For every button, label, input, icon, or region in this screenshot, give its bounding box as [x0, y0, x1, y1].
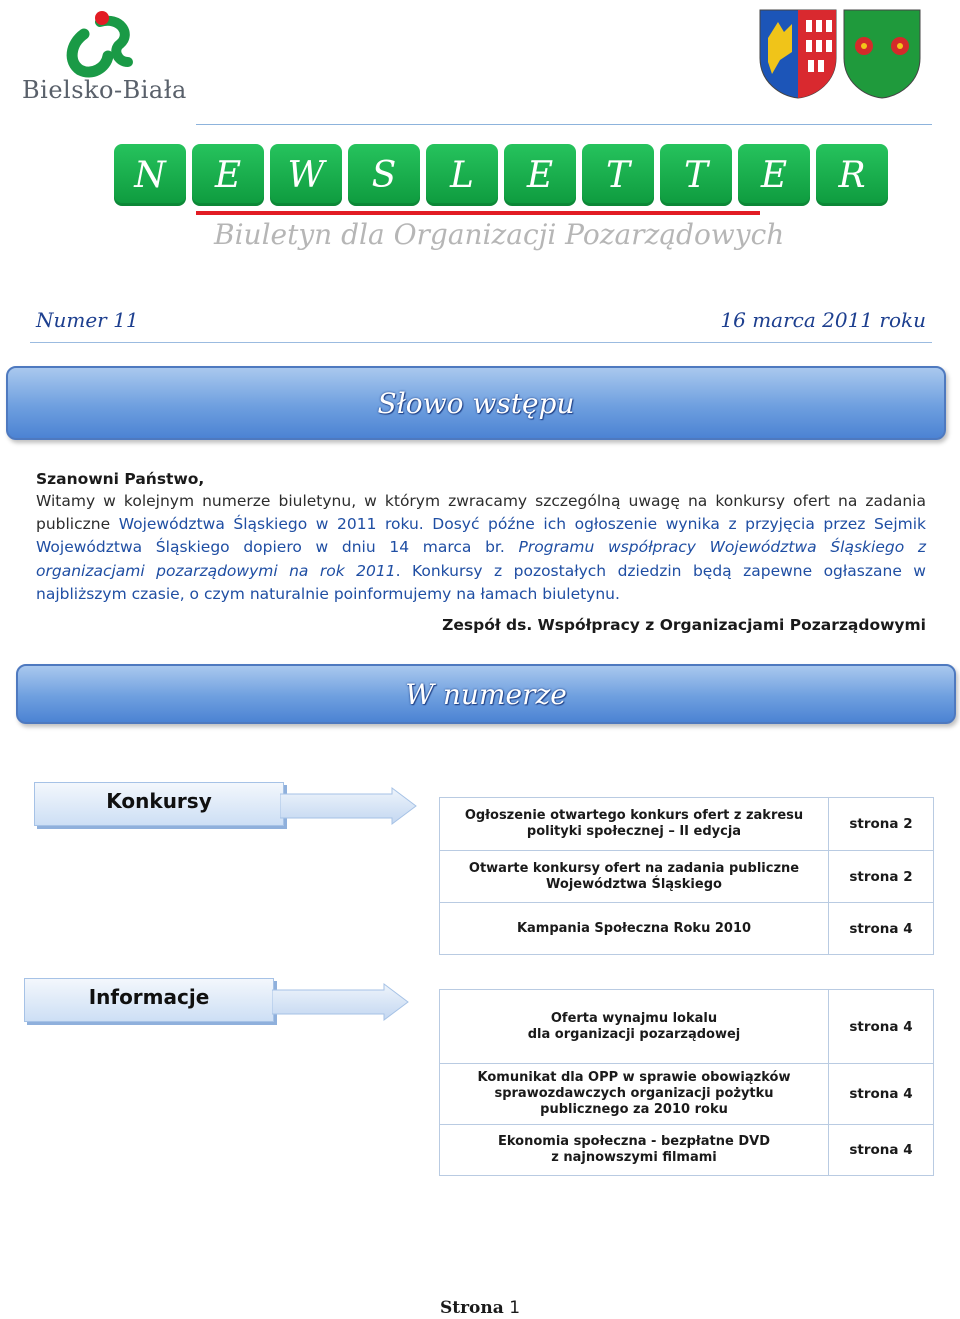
contents-table-konkursy — [439, 797, 934, 955]
contents-banner — [16, 664, 956, 724]
toc-entry-line: Kampania Społeczna Roku 2010 — [516, 920, 752, 936]
greeting: Szanowni Państwo, — [36, 470, 205, 488]
toc-page: strona 4 — [829, 1125, 934, 1176]
toc-page: strona 4 — [829, 1064, 934, 1125]
header-divider — [196, 124, 932, 125]
newsletter-letter: T — [582, 144, 654, 206]
newsletter-letter: E — [504, 144, 576, 206]
newsletter-letter: L — [426, 144, 498, 206]
toc-page: strona 2 — [829, 851, 934, 903]
page-footer — [0, 1298, 960, 1318]
toc-entry-line: polityki społecznej – II edycja — [526, 824, 742, 839]
toc-page: strona 4 — [829, 903, 934, 955]
section-label-informacje — [24, 978, 274, 1022]
section-label-konkursy — [34, 782, 284, 826]
footer-label: Strona — [439, 1298, 504, 1318]
toc-entry-line: dla organizacji pozarządowej — [527, 1026, 741, 1042]
intro-text — [36, 468, 926, 606]
newsletter-letter: R — [816, 144, 888, 206]
toc-page: strona 2 — [829, 798, 934, 851]
intro-paragraph — [36, 490, 926, 606]
arrow-right-icon — [280, 786, 420, 826]
toc-entry-line: Otwarte konkursy ofert na zadania publiczne — [468, 860, 800, 876]
signature: Zespół ds. Współpracy z Organizacjami Pozarządowymi — [442, 616, 926, 634]
newsletter-title — [114, 144, 890, 208]
toc-entry-line: Komunikat dla OPP w sprawie obowiązków — [477, 1070, 791, 1085]
accent-underline — [196, 211, 760, 215]
table-row — [440, 1064, 934, 1125]
toc-entry-line: sprawozdawczych organizacji pożytku — [494, 1086, 774, 1101]
intro-highlight: Województwa Śląskiego w 2011 roku. — [118, 515, 424, 534]
newsletter-letter: W — [270, 144, 342, 206]
table-row — [440, 798, 934, 851]
intro-banner-title: Słowo wstępu — [377, 386, 575, 420]
issue-date: 16 marca 2011 roku — [720, 308, 926, 332]
arrow-right-icon — [272, 982, 412, 1022]
newsletter-subtitle: Biuletyn dla Organizacji Pozarządowych — [214, 218, 785, 251]
newsletter-letter: N — [114, 144, 186, 206]
contents-banner-title: W numerze — [405, 677, 567, 711]
table-row — [440, 851, 934, 903]
toc-entry[interactable] — [440, 851, 829, 903]
city-name: Bielsko-Biała — [22, 76, 187, 104]
table-row — [440, 990, 934, 1064]
page-number: 1 — [509, 1298, 521, 1318]
section-label-text: Informacje — [88, 985, 210, 1009]
newsletter-letter: T — [660, 144, 732, 206]
toc-entry-line: Oferta wynajmu lokalu — [550, 1010, 718, 1026]
toc-entry[interactable] — [440, 990, 829, 1064]
intro-text-part: Witamy w kolejnym numerze biuletynu, w którym zwracamy szczególną uwagę na konkursy ofert na zadania publiczne — [36, 492, 926, 534]
toc-entry[interactable] — [440, 903, 829, 955]
toc-entry[interactable] — [440, 1064, 829, 1125]
toc-entry-line: Ogłoszenie otwartego konkurs ofert z zakresu — [464, 808, 804, 823]
table-row — [440, 1125, 934, 1176]
intro-banner — [6, 366, 946, 440]
issue-divider — [30, 342, 932, 343]
newsletter-letter: E — [192, 144, 264, 206]
newsletter-letter: S — [348, 144, 420, 206]
programme-title: Programu współpracy Województwa Śląskiego z organizacjami pozarządowymi na rok 2011 — [36, 538, 926, 580]
newsletter-letter: E — [738, 144, 810, 206]
coat-of-arms-icons — [758, 8, 924, 100]
toc-entry[interactable] — [440, 1125, 829, 1176]
contents-table-informacje — [439, 989, 934, 1176]
toc-entry-line: publicznego za 2010 roku — [540, 1102, 728, 1117]
toc-entry-line: Ekonomia społeczna - bezpłatne DVD — [497, 1134, 770, 1149]
toc-page: strona 4 — [829, 990, 934, 1064]
toc-entry[interactable] — [440, 798, 829, 851]
table-row — [440, 903, 934, 955]
issue-number: Numer 11 — [36, 308, 139, 332]
toc-entry-line: Województwa Śląskiego — [546, 876, 722, 892]
intro-text-part: Dosyć późne ich ogłoszenie wynika z przyjęcia przez Sejmik Województwa Śląskiego dopiero w dniu 14 marca br. — [36, 515, 927, 557]
section-label-text: Konkursy — [106, 789, 212, 813]
toc-entry-line: z najnowszymi filmami — [551, 1150, 717, 1165]
intro-text-part: . Konkursy z pozostałych dziedzin będą zapewne ogłaszane w najbliższym czasie, o czym naturalnie poinformujemy na łamach biuletynu. — [36, 561, 926, 603]
